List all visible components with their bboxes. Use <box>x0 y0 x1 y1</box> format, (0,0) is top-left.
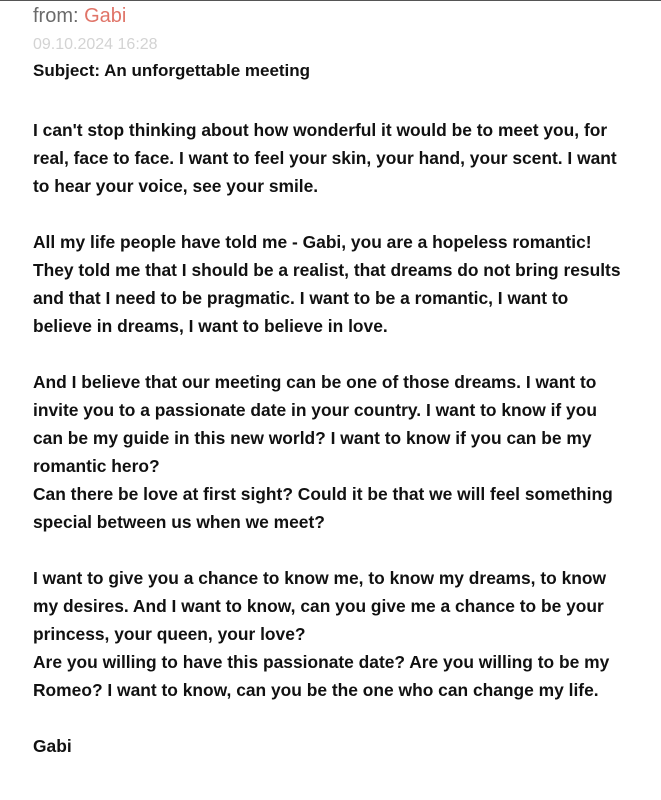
body-paragraph-4: Can there be love at first sight? Could it be that we will feel something special between us when we meet? <box>33 484 613 532</box>
body-paragraph-1: I can't stop thinking about how wonderful it would be to meet you, for real, face to face. I want to feel your skin, your hand, your scent. I want to hear your voice, see your smile. <box>33 120 617 196</box>
body-paragraph-2: All my life people have told me - Gabi, you are a hopeless romantic! They told me that I should be a realist, that dreams do not bring results and that I need to be pragmatic. I want to be a romantic, I want to believe in dreams, I want to believe in love. <box>33 232 621 336</box>
email-subject: Subject: An unforgettable meeting <box>33 61 311 80</box>
email-body <box>33 116 633 760</box>
email-signature: Gabi <box>33 736 72 756</box>
sender-name[interactable]: Gabi <box>84 5 127 27</box>
email-timestamp: 09.10.2024 16:28 <box>33 36 158 53</box>
email-message <box>33 3 633 760</box>
body-paragraph-5: I want to give you a chance to know me, to know my dreams, to know my desires. And I want to know, can you give me a chance to be your princess, your queen, your love? <box>33 568 607 644</box>
body-paragraph-6: Are you willing to have this passionate date? Are you willing to be my Romeo? I want to know, can you be the one who can change my life. <box>33 652 610 700</box>
body-paragraph-3: And I believe that our meeting can be one of those dreams. I want to invite you to a passionate date in your country. I want to know if you can be my guide in this new world? I want to know if you can be my romantic hero? <box>33 372 597 476</box>
sender-label: from: <box>33 5 85 27</box>
sender-line <box>33 3 633 29</box>
top-divider <box>0 0 661 1</box>
